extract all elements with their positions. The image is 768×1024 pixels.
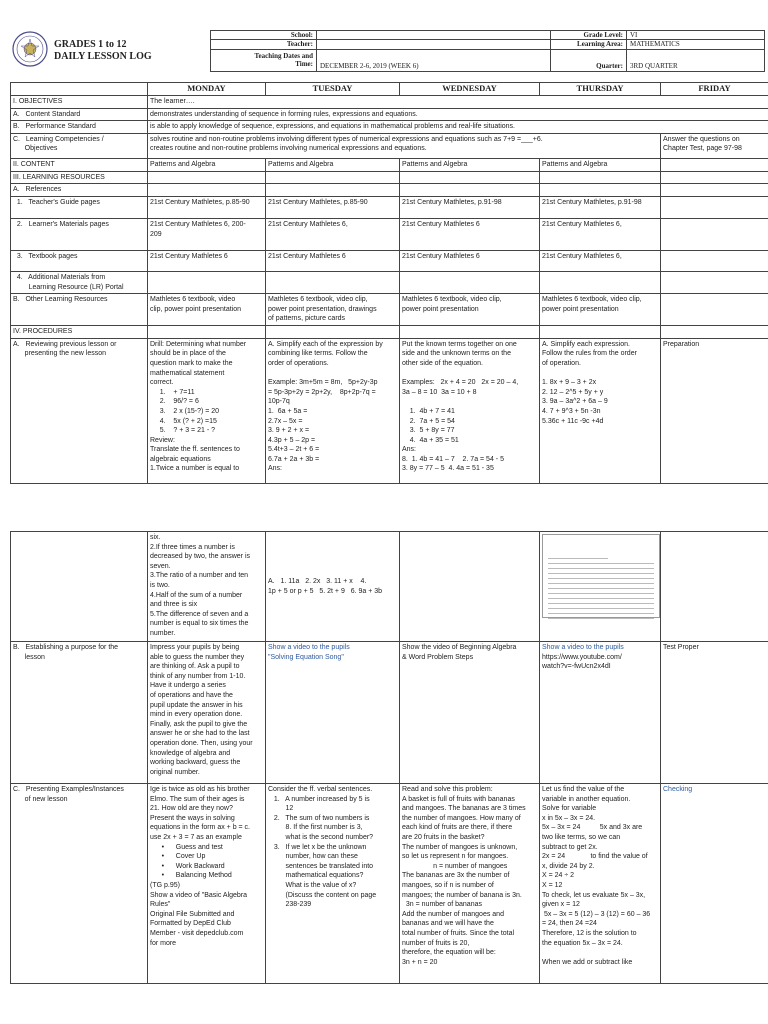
textbook-tuesday: 21st Century Mathletes 6 [266, 250, 400, 271]
content-label: II. CONTENT [11, 158, 148, 171]
grade-level-value[interactable]: VI [627, 31, 765, 40]
performance-standard-label: B. Performance Standard [11, 121, 148, 134]
corner-cell [11, 83, 148, 96]
establishing-purpose-thursday [540, 642, 661, 784]
day-thursday: THURSDAY [540, 83, 661, 96]
content-friday [661, 158, 768, 171]
presenting-examples-thursday: Let us find the value of the variable in another equation. Solve for variable x in 5x – 3x = 24. 5x – 3x = 24 5x and 3x are two like terms, so we can subtract to get 2x. 2x = 24 to find the value of x, divide 24 by 2. X = 24 ÷ 2 X = 12 To check, let us evaluate 5x – 3x, given x = 12 5x – 3x = 5 (12) – 3 (12) = 60 – 36 = 24, then 24 =24 Therefore, 12 is the solution to the equation 5x – 3x = 24. When we add or subtract like [540, 784, 661, 984]
teaching-dates-label: Teaching Dates and Time: [211, 49, 317, 71]
day-tuesday: TUESDAY [266, 83, 400, 96]
other-resources-monday: Mathletes 6 textbook, video clip, power point presentation [148, 294, 266, 326]
other-resources-wednesday: Mathletes 6 textbook, video clip, power point presentation [400, 294, 540, 326]
other-resources-tuesday: Mathletes 6 textbook, video clip, power point presentation, drawings of patterns, picture cards [266, 294, 400, 326]
teachers-guide-tuesday: 21st Century Mathletes, p.85-90 [266, 196, 400, 218]
other-resources-label: B. Other Learning Resources [11, 294, 148, 326]
presenting-examples-label: C. Presenting Examples/Instances of new lesson [11, 784, 148, 984]
establishing-purpose-wednesday: Show the video of Beginning Algebra & Word Problem Steps [400, 642, 540, 784]
presenting-examples-friday: Checking [661, 784, 768, 984]
reviewing-lesson-label: A. Reviewing previous lesson or presenting the new lesson [11, 338, 148, 483]
competencies-text: solves routine and non-routine problems involving different types of numerical expressions and equations such as 7+9 =___+6. creates routine and non-routine problems involving numerical expressions and equations. [148, 133, 661, 158]
title-line-1: GRADES 1 to 12 [54, 39, 127, 50]
presenting-examples-wednesday: Read and solve this problem: A basket is full of fruits with bananas and mangoes. The bananas are 3 times the number of mangoes. How many of each kind of fruits are there, if there are 20 fruits in the basket? The number of mangoes is unknown, so let us represent n for mangoes. n = number of mangoes The bananas are 3x the number of mangoes, so if n is number of mangoes; the number of banana is 3n. 3n = number of bananas Add the number of mangoes and bananas and we will have the total number of fruits. Since the total number of fruits is 20, therefore, the equation will be: 3n + n = 20 [400, 784, 540, 984]
learners-materials-tuesday: 21st Century Mathletes 6, [266, 218, 400, 250]
teachers-guide-monday: 21st Century Mathletes, p.85-90 [148, 196, 266, 218]
learners-materials-label: 2. Learner's Materials pages [11, 218, 148, 250]
teachers-guide-label: 1. Teacher's Guide pages [11, 196, 148, 218]
establishing-purpose-monday: Impress your pupils by being able to guess the number they are thinking of. Ask a pupil to think of any number from 1-10. Have it undergo a series of operations and have the pupil update the answer in his mind in every operation done. Finally, ask the pupil to give the answer he or she had to the last operation done. Then, using your knowledge of algebra and working backward, guess the original number. [148, 642, 266, 784]
content-wednesday: Patterns and Algebra [400, 158, 540, 171]
competencies-friday: Answer the questions on Chapter Test, page 97-98 [661, 133, 768, 158]
establishing-purpose-tuesday[interactable]: Show a video to the pupils "Solving Equation Song" [266, 642, 400, 784]
show-video-link[interactable]: Show a video to the pupils [542, 644, 624, 651]
reviewing-lesson-thursday-cont [540, 532, 661, 642]
school-value[interactable] [317, 31, 551, 40]
content-tuesday: Patterns and Algebra [266, 158, 400, 171]
learning-resources-label: III. LEARNING RESOURCES [11, 171, 148, 184]
presenting-examples-monday: Ige is twice as old as his brother Elmo. The sum of their ages is 21. How old are they now? Present the ways in solving equations in the form ax + b = c. use 2x + 3 = 7 as an example • Guess and test • Cover Up • Work Backward • Balancing Method (TG p.95) Show a video of "Basic Algebra Rules" Original File Submitted and Formatted by DepEd Club Member - visit depedclub.com for more [148, 784, 266, 984]
learners-materials-thursday: 21st Century Mathletes 6, [540, 218, 661, 250]
other-resources-thursday: Mathletes 6 textbook, video clip, power point presentation [540, 294, 661, 326]
competencies-label: C. Learning Competencies / Objectives [11, 133, 148, 158]
teachers-guide-thursday: 21st Century Mathletes, p.91-98 [540, 196, 661, 218]
deped-seal-icon [12, 31, 48, 67]
grade-level-label: Grade Level: [551, 31, 627, 40]
teacher-label: Teacher: [211, 40, 317, 49]
procedures-label: IV. PROCEDURES [11, 326, 148, 339]
reviewing-lesson-wednesday-cont [400, 532, 540, 642]
additional-materials-label: 4. Additional Materials from Learning Resource (LR) Portal [11, 271, 148, 293]
day-wednesday: WEDNESDAY [400, 83, 540, 96]
reviewing-lesson-friday: Preparation [661, 338, 768, 483]
learners-materials-monday: 21st Century Mathletes 6, 200- 209 [148, 218, 266, 250]
reviewing-lesson-monday: Drill: Determining what number should be in place of the question mark to make the mathematical statement correct. 1. + 7=11 2. 96/? = 6 3. 2 x (15-?) = 20 4. 5x (? + 2) =15 5. ? + 3 = 21 - ? Review: Translate the ff. sentences to algebraic equations 1.Twice a number is equal to [148, 338, 266, 483]
content-standard-label: A. Content Standard [11, 108, 148, 121]
content-thursday: Patterns and Algebra [540, 158, 661, 171]
lesson-grid-part-1 [10, 82, 768, 484]
objectives-label: I. OBJECTIVES [11, 96, 148, 109]
references-label: A. References [11, 184, 148, 197]
textbook-wednesday: 21st Century Mathletes 6 [400, 250, 540, 271]
teachers-guide-wednesday: 21st Century Mathletes, p.91-98 [400, 196, 540, 218]
youtube-url[interactable]: https://www.youtube.com/ watch?v=-fwUcn2x4dI [542, 653, 622, 671]
reviewing-lesson-thursday: A. Simplify each expression. Follow the rules from the order of operation. 1. 8x + 9 – 3 + 2x 2. 12 – 2^5 + 5y + y 3. 9a – 3a^2 + 6a – 9 4. 7 + 9^3 + 5n -3n 5.36c + 11c -9c +4d [540, 338, 661, 483]
header-info-table [210, 30, 765, 72]
quarter-label: Quarter: [551, 49, 627, 71]
textbook-monday: 21st Century Mathletes 6 [148, 250, 266, 271]
teaching-dates-value[interactable]: DECEMBER 2-6, 2019 (WEEK 6) [317, 49, 551, 71]
presenting-examples-tuesday: Consider the ff. verbal sentences. 1. A number increased by 5 is 12 2. The sum of two numbers is 8. If the first number is 3, what is the second number? 3. If we let x be the unknown number, how can these sentences be translated into mathematical equations? What is the value of x? (Discuss the content on page 238-239 [266, 784, 400, 984]
day-monday: MONDAY [148, 83, 266, 96]
textbook-label: 3. Textbook pages [11, 250, 148, 271]
objectives-text: The learner…. [148, 96, 768, 109]
content-standard-text: demonstrates understanding of sequence in forming rules, expressions and equations. [148, 108, 768, 121]
teacher-value[interactable] [317, 40, 551, 49]
performance-standard-text: is able to apply knowledge of sequence, expressions, and equations in mathematical problems and real-life situations. [148, 121, 768, 134]
establishing-purpose-label: B. Establishing a purpose for the lesson [11, 642, 148, 784]
school-label: School: [211, 31, 317, 40]
learners-materials-wednesday: 21st Century Mathletes 6 [400, 218, 540, 250]
establishing-purpose-friday: Test Proper [661, 642, 768, 784]
title-line-2: DAILY LESSON LOG [54, 51, 152, 62]
textbook-thursday: 21st Century Mathletes 6, [540, 250, 661, 271]
day-friday: FRIDAY [661, 83, 768, 96]
worksheet-thumbnail [542, 534, 660, 618]
content-monday: Patterns and Algebra [148, 158, 266, 171]
reviewing-lesson-tuesday-cont: A. 1. 11a 2. 2x 3. 11 + x 4. 1p + 5 or p + 5 5. 2t + 9 6. 9a + 3b [266, 532, 400, 642]
reviewing-lesson-wednesday: Put the known terms together on one side and the unknown terms on the other side of the equation. Examples: 2x + 4 = 20 2x = 20 – 4, 3a – 8 = 10 3a = 10 + 8 1. 4b + 7 = 41 2. 7a + 5 = 54 3. 5 + 8y = 77 4. 4a + 35 = 51 Ans: 8. 1. 4b = 41 – 7 2. 7a = 54 - 5 3. 8y = 77 – 5 4. 4a = 51 - 35 [400, 338, 540, 483]
reviewing-lesson-monday-cont: six. 2.If three times a number is decreased by two, the answer is seven. 3.The ratio of a number and ten is two. 4.Half of the sum of a number and three is six 5.The difference of seven and a number is equal to six times the number. [148, 532, 266, 642]
reviewing-lesson-tuesday: A. Simplify each of the expression by combining like terms. Follow the order of operations. Example: 3m+5m = 8m, 5p+2y-3p = 5p-3p+2y = 2p+2y, 8p+2p-7q = 10p-7q 1. 6a + 5a = 2.7x – 5x = 3. 9 + 2 + x = 4.3p + 5 – 2p = 5.4t+3 – 2t + 6 = 6.7a + 2a + 3b = Ans: [266, 338, 400, 483]
quarter-value[interactable]: 3RD QUARTER [627, 49, 765, 71]
learning-area-value[interactable]: MATHEMATICS [627, 40, 765, 49]
lesson-log-title [54, 39, 152, 63]
reviewing-lesson-label-cont [11, 532, 148, 642]
learning-area-label: Learning Area: [551, 40, 627, 49]
lesson-log-header [10, 30, 764, 74]
lesson-grid-part-2 [10, 531, 768, 984]
